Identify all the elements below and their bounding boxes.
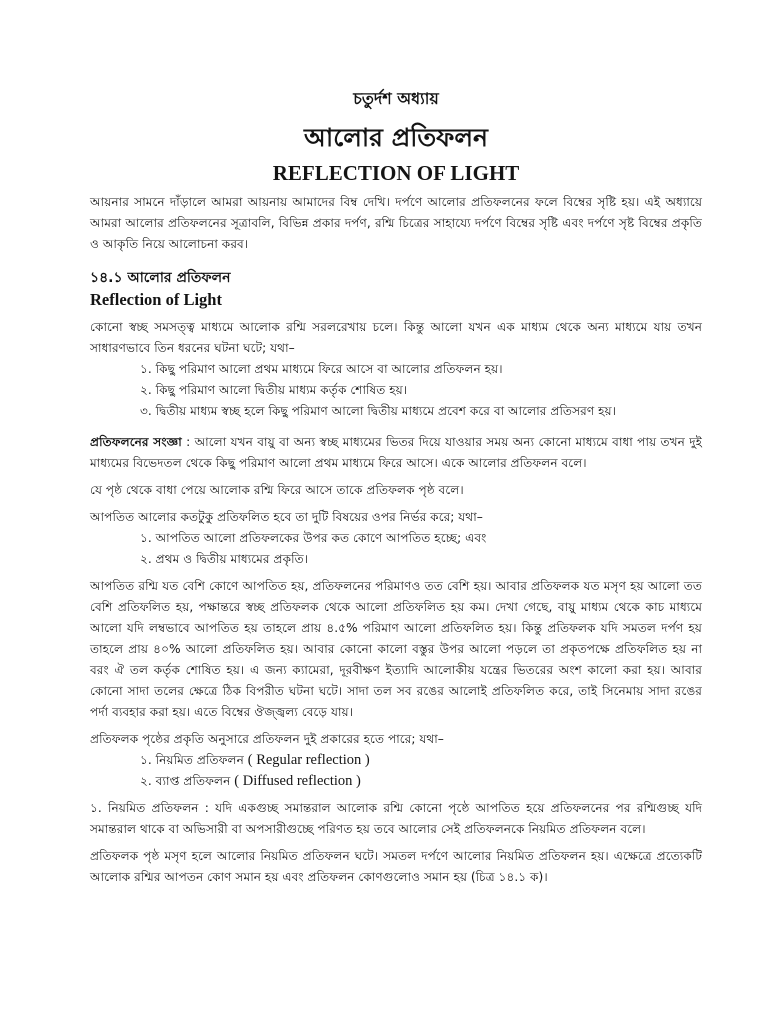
paragraph-regular-reflection-definition: ১. নিয়মিত প্রতিফলন : যদি একগুচ্ছ সমান্তরাল আলোক রশ্মি কোনো পৃষ্ঠে আপতিত হয়ে প্রতিফলনের পর রশ্মিগুচ্ছ যদি সমান্তরাল থাকে বা অভিসারী বা অপসারীগুচ্ছে পরিণত হয় তবে আলোর সেই প্রতিফলনকে নিয়মিত প্রতিফলন বলে। [90,801,702,836]
section-heading-english: Reflection of Light [90,290,222,309]
definition-paragraph [90,432,702,474]
paragraph-reflection-amount: আপতিত রশ্মি যত বেশি কোণে আপতিত হয়, প্রতিফলনের পরিমাণও তত বেশি হয়। আবার প্রতিফলক যত মসৃণ হয় আলো তত বেশি প্রতিফলিত হয়, পক্ষান্তরে স্বচ্ছ প্রতিফলক থেকে আলো প্রতিফলিত হয় কম। দেখা গেছে, বায়ু মাধ্যম থেকে কাচ মাধ্যমে আলো যদি লম্বভাবে আপতিত হয় তাহলে প্রায় ৪.৫% পরিমাণ আলো প্রতিফলিত হয়। কিন্তু প্রতিফলক যদি সমতল দর্পণ হয় তাহলে প্রায় ৪০% আলো প্রতিফলিত হয়। আবার কোনো কালো বস্তুর উপর আলো পড়লে তা প্রকৃতপক্ষে প্রতিফলিত হয় না বরং ঐ তল কর্তৃক শোষিত হয়। এ জন্য ক্যামেরা, দূরবীক্ষণ ইত্যাদি আলোকীয় যন্ত্রের ভিতরের অংশ কালো করা হয়। আবার কোনো সাদা তলের ক্ষেত্রে ঠিক বিপরীত ঘটনা ঘটে। সাদা তল সব রঙের আলোই প্রতিফলিত করে, তাই সিনেমায় সাদা রঙের পর্দা ব্যবহার করা হয়। এতে বিম্বের ঔজ্জ্বল্য বেড়ে যায়। [90,579,702,719]
list-item: ৩. দ্বিতীয় মাধ্যম স্বচ্ছ হলে কিছু পরিমাণ আলো দ্বিতীয় মাধ্যমে প্রবেশ করে বা আলোর প্রতিসরণ হয়। [140,404,617,418]
list-item: ১. আপতিত আলো প্রতিফলকের উপর কত কোণে আপতিত হচ্ছে; এবং [140,531,487,545]
paragraph-reflection-factors: আপতিত আলোর কতটুকু প্রতিফলিত হবে তা দুটি বিষয়ের ওপর নির্ভর করে; যথা– [90,510,483,524]
list-item: ১. নিয়মিত প্রতিফলন ( Regular reflection ) [140,752,370,768]
section-heading-bengali: ১৪.১ আলোর প্রতিফলন [90,270,231,286]
list-item: ১. কিছু পরিমাণ আলো প্রথম মাধ্যমে ফিরে আসে বা আলোর প্রতিফলন হয়। [140,362,503,376]
chapter-title-english: REFLECTION OF LIGHT [272,161,520,185]
definition-term: প্রতিফলনের সংজ্ঞা [90,435,182,449]
paragraph-medium-transition: কোনো স্বচ্ছ সমসত্ত্ব মাধ্যমে আলোক রশ্মি সরলরেখায় চলে। কিন্তু আলো যখন এক মাধ্যম থেকে অন্য মাধ্যমে যায় তখন সাধারণভাবে তিন ধরনের ঘটনা ঘটে; যথা– [90,320,702,355]
chapter-title-bengali: আলোর প্রতিফলন [304,123,488,152]
transition-events-list [90,359,702,422]
chapter-label: চতুর্দশ অধ্যায় [353,89,439,108]
definition-text: : আলো যখন বায়ু বা অন্য স্বচ্ছ মাধ্যমের ভিতর দিয়ে যাওয়ার সময় অন্য কোনো মাধ্যমে বাধা পায় তখন দুই মাধ্যমের বিভেদতল থেকে কিছু পরিমাণ আলো প্রথম মাধ্যমে ফিরে আসে। একে আলোর প্রতিফলন বলে। [90,435,702,470]
list-item: ২. প্রথম ও দ্বিতীয় মাধ্যমের প্রকৃতি। [140,552,309,566]
paragraph-regular-reflection-example: প্রতিফলক পৃষ্ঠ মসৃণ হলে আলোর নিয়মিত প্রতিফলন ঘটে। সমতল দর্পণে আলোর নিয়মিত প্রতিফলন হয়। এক্ষেত্রে প্রত্যেকটি আলোক রশ্মির আপতন কোণ সমান হয় এবং প্রতিফলন কোণগুলোও সমান হয় (চিত্র ১৪.১ ক)। [90,849,702,884]
list-item: ২. কিছু পরিমাণ আলো দ্বিতীয় মাধ্যম কর্তৃক শোষিত হয়। [140,383,408,397]
list-item: ২. ব্যাপ্ত প্রতিফলন ( Diffused reflection ) [140,773,361,789]
reflection-factors-list [90,528,702,570]
paragraph-reflection-types: প্রতিফলক পৃষ্ঠের প্রকৃতি অনুসারে প্রতিফলন দুই প্রকারের হতে পারে; যথা– [90,732,444,746]
intro-paragraph: আয়নার সামনে দাঁড়ালে আমরা আয়নায় আমাদের বিম্ব দেখি। দর্পণে আলোর প্রতিফলনের ফলে বিম্বের সৃষ্টি হয়। এই অধ্যায়ে আমরা আলোর প্রতিফলনের সূত্রাবলি, বিভিন্ন প্রকার দর্পণ, রশ্মি চিত্রের সাহায্যে দর্পণে বিম্বের সৃষ্টি এবং দর্পণে সৃষ্ট বিম্বের প্রকৃতি ও আকৃতি নিয়ে আলোচনা করব। [90,195,702,251]
paragraph-reflecting-surface: যে পৃষ্ঠ থেকে বাধা পেয়ে আলোক রশ্মি ফিরে আসে তাকে প্রতিফলক পৃষ্ঠ বলে। [90,483,464,497]
reflection-types-list [90,750,702,792]
